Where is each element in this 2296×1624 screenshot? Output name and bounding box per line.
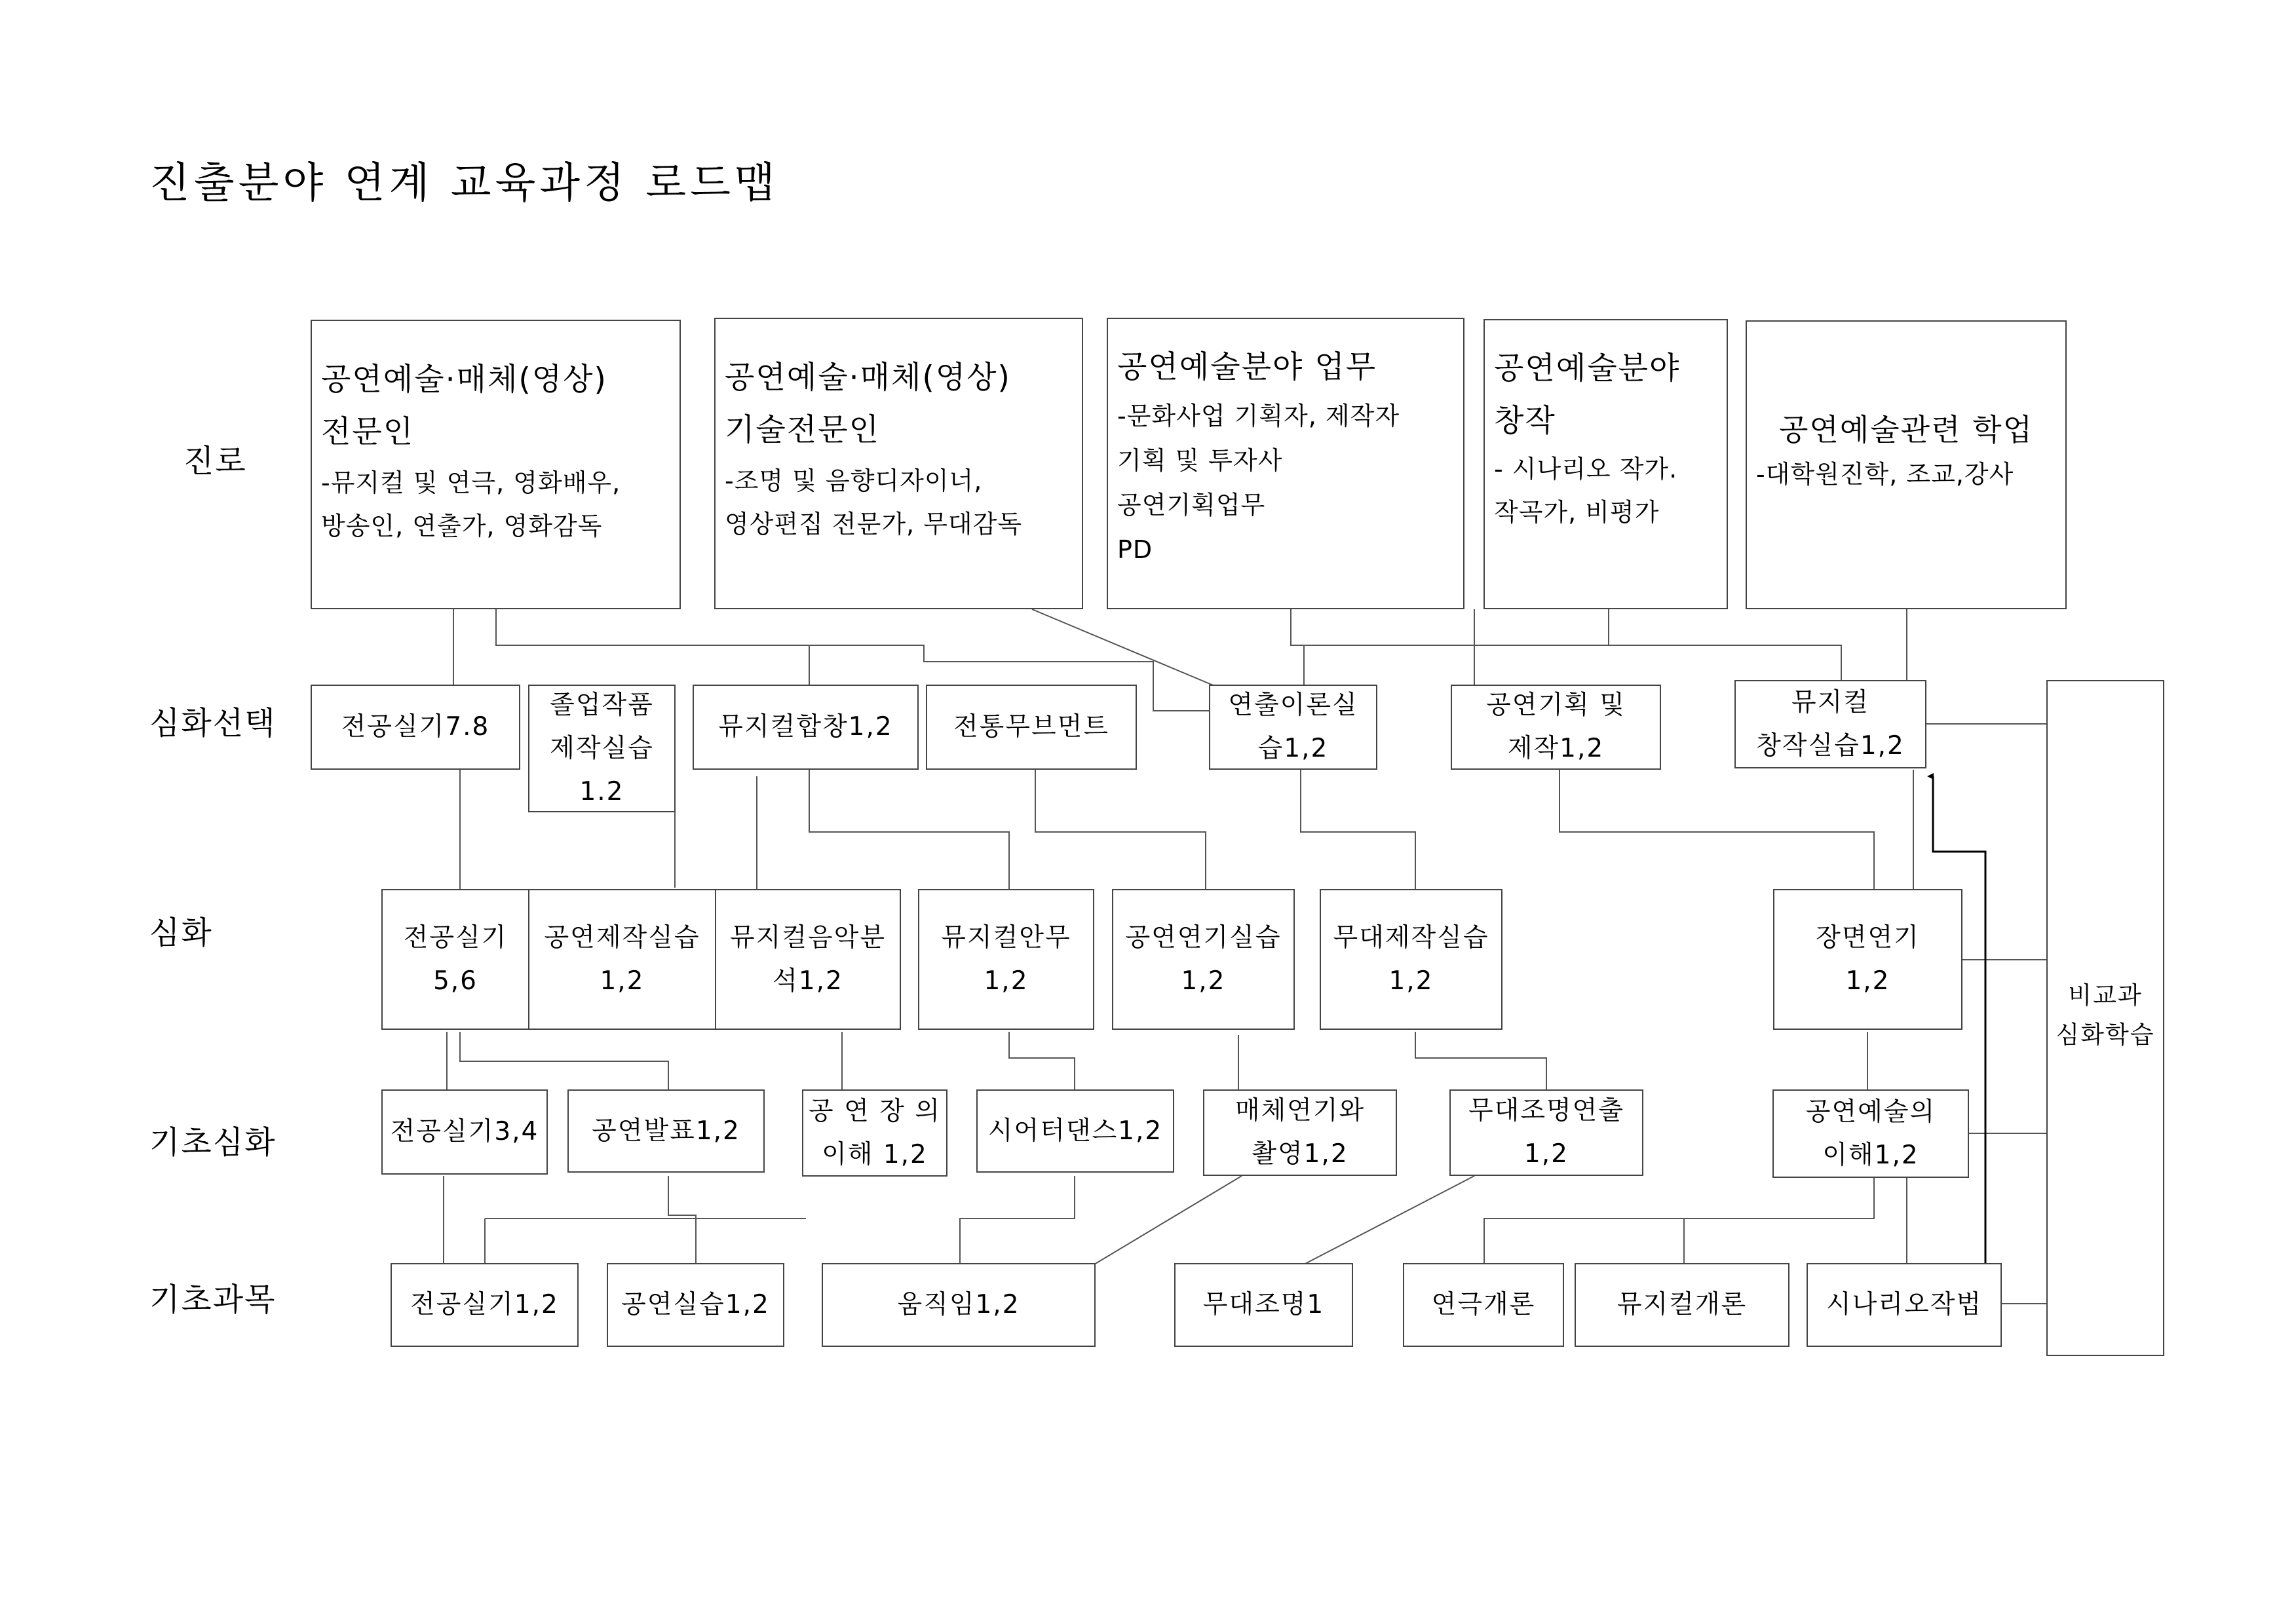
career-head: 공연예술·매체(영상) 전문인 bbox=[321, 362, 607, 450]
course-label: 연출이론실 습1,2 bbox=[1228, 690, 1358, 763]
career-performing-media-tech bbox=[714, 318, 1083, 609]
connector-line bbox=[1609, 645, 1841, 685]
course-label: 뮤지컬 창작실습1,2 bbox=[1756, 687, 1905, 761]
career-desc: -문화사업 기획자, 제작자 기획 및 투자사 공연기획업무 PD bbox=[1117, 402, 1400, 564]
course-screenwriting bbox=[1807, 1263, 2002, 1347]
comparative-learning-box bbox=[2046, 680, 2164, 1356]
course-label: 공 연 장 의 이해 1,2 bbox=[809, 1096, 941, 1169]
course-major-practice-78 bbox=[311, 685, 520, 770]
connector-line bbox=[1415, 1032, 1546, 1091]
course-acting-practice bbox=[1112, 889, 1295, 1030]
connector-line bbox=[960, 1176, 1075, 1264]
course-label: 시나리오작법 bbox=[1826, 1290, 1983, 1319]
course-musical-creation bbox=[1734, 680, 1926, 768]
course-major-practice-34 bbox=[381, 1089, 548, 1175]
course-traditional-movement bbox=[926, 685, 1137, 770]
course-label: 시어터댄스1,2 bbox=[987, 1116, 1163, 1146]
connector-line bbox=[1559, 770, 1874, 894]
course-musical-chorus bbox=[693, 685, 919, 770]
course-major-practice-56 bbox=[381, 889, 529, 1030]
course-label: 뮤지컬안무 1,2 bbox=[941, 922, 1071, 996]
course-label: 공연발표1,2 bbox=[592, 1116, 740, 1146]
course-stage-lighting-directing bbox=[1449, 1089, 1643, 1176]
course-label: 공연실습1,2 bbox=[621, 1290, 770, 1319]
course-musical-music-analysis bbox=[715, 889, 901, 1030]
course-label: 무대제작실습 1,2 bbox=[1333, 922, 1489, 996]
row-label-career: 진로 bbox=[183, 443, 247, 480]
comparative-learning-label: 비교과 심화학습 bbox=[2056, 981, 2155, 1049]
connector-line bbox=[668, 1176, 696, 1264]
connector-line bbox=[1484, 1218, 1717, 1264]
career-head: 공연예술관련 학업 bbox=[1778, 412, 2034, 447]
course-label: 매체연기와 촬영1,2 bbox=[1234, 1096, 1366, 1169]
course-theater-dance bbox=[976, 1089, 1174, 1173]
career-head: 공연예술분야 업무 bbox=[1117, 349, 1377, 385]
course-directing-theory bbox=[1209, 685, 1377, 770]
row-label-advanced: 심화 bbox=[149, 915, 213, 951]
row-label-basic: 기초과목 bbox=[149, 1281, 277, 1318]
connector-line bbox=[1009, 1032, 1075, 1091]
course-label: 공연연기실습 1,2 bbox=[1125, 922, 1282, 996]
course-theater-understanding bbox=[802, 1089, 947, 1177]
course-movement bbox=[822, 1263, 1096, 1347]
connector-line bbox=[460, 1032, 668, 1091]
career-desc: -뮤지컬 및 연극, 영화배우, 방송인, 연출가, 영화감독 bbox=[321, 468, 621, 540]
course-label: 공연제작실습 1,2 bbox=[544, 922, 700, 996]
page-title: 진출분야 연계 교육과정 로드맵 bbox=[149, 159, 779, 208]
course-label: 무대조명연출 1,2 bbox=[1468, 1096, 1625, 1169]
course-label: 장면연기 1,2 bbox=[1816, 922, 1920, 996]
course-major-practice-12 bbox=[391, 1263, 579, 1347]
course-label: 졸업작품 제작실습 1.2 bbox=[550, 690, 654, 806]
career-academic bbox=[1746, 320, 2067, 609]
career-head: 공연예술·매체(영상) 기술전문인 bbox=[725, 360, 1011, 448]
course-performance-presentation bbox=[567, 1089, 765, 1173]
career-performing-media-expert bbox=[311, 320, 681, 609]
connector-line bbox=[809, 770, 1009, 894]
course-label: 전공실기 5,6 bbox=[403, 922, 508, 996]
connector-line bbox=[1484, 1176, 1874, 1264]
row-label-basic-advanced: 기초심화 bbox=[149, 1124, 277, 1161]
connector-line bbox=[1304, 1176, 1474, 1264]
connector-line bbox=[1035, 770, 1206, 894]
course-label: 뮤지컬개론 bbox=[1617, 1290, 1748, 1319]
course-intro-theater bbox=[1403, 1263, 1564, 1347]
connector-line bbox=[1291, 609, 1609, 645]
career-desc: -조명 및 음향디자이너, 영상편집 전문가, 무대감독 bbox=[725, 466, 1023, 538]
course-stage-lighting bbox=[1174, 1263, 1353, 1347]
connector-line bbox=[496, 609, 809, 685]
course-label: 연극개론 bbox=[1431, 1290, 1536, 1319]
course-label: 무대조명1 bbox=[1202, 1290, 1325, 1319]
course-label: 뮤지컬음악분 석1,2 bbox=[729, 922, 887, 996]
career-performing-arts-creation bbox=[1483, 319, 1728, 609]
connector-line bbox=[1301, 770, 1415, 894]
course-performing-arts-understanding bbox=[1772, 1089, 1969, 1178]
course-label: 전공실기7.8 bbox=[341, 712, 490, 742]
course-label: 전공실기1,2 bbox=[410, 1290, 559, 1319]
course-intro-musical bbox=[1575, 1263, 1789, 1347]
course-performance-production bbox=[528, 889, 716, 1030]
connector-line bbox=[1094, 1176, 1242, 1264]
course-label: 움직임1,2 bbox=[897, 1290, 1020, 1319]
career-performing-arts-business bbox=[1107, 318, 1464, 609]
course-media-acting bbox=[1203, 1089, 1397, 1176]
course-label: 전통무브먼트 bbox=[953, 712, 1110, 742]
row-label-advanced-elective: 심화선택 bbox=[149, 705, 277, 742]
career-desc: -대학원진학, 조교,강사 bbox=[1756, 460, 2014, 489]
course-label: 뮤지컬합창1,2 bbox=[718, 712, 893, 742]
career-head: 공연예술분야 창작 bbox=[1494, 350, 1681, 439]
course-stage-production bbox=[1320, 889, 1502, 1030]
course-label: 전공실기3,4 bbox=[390, 1117, 539, 1146]
course-label: 공연예술의 이해1,2 bbox=[1805, 1097, 1936, 1170]
course-label: 공연기획 및 제작1,2 bbox=[1486, 690, 1626, 763]
course-performance-practice bbox=[607, 1263, 784, 1347]
career-desc: - 시나리오 작가. 작곡가, 비평가 bbox=[1494, 455, 1678, 527]
course-musical-choreography bbox=[918, 889, 1094, 1030]
course-graduation-production bbox=[528, 685, 676, 812]
course-scene-acting bbox=[1773, 889, 1962, 1030]
course-performance-planning bbox=[1451, 685, 1661, 770]
